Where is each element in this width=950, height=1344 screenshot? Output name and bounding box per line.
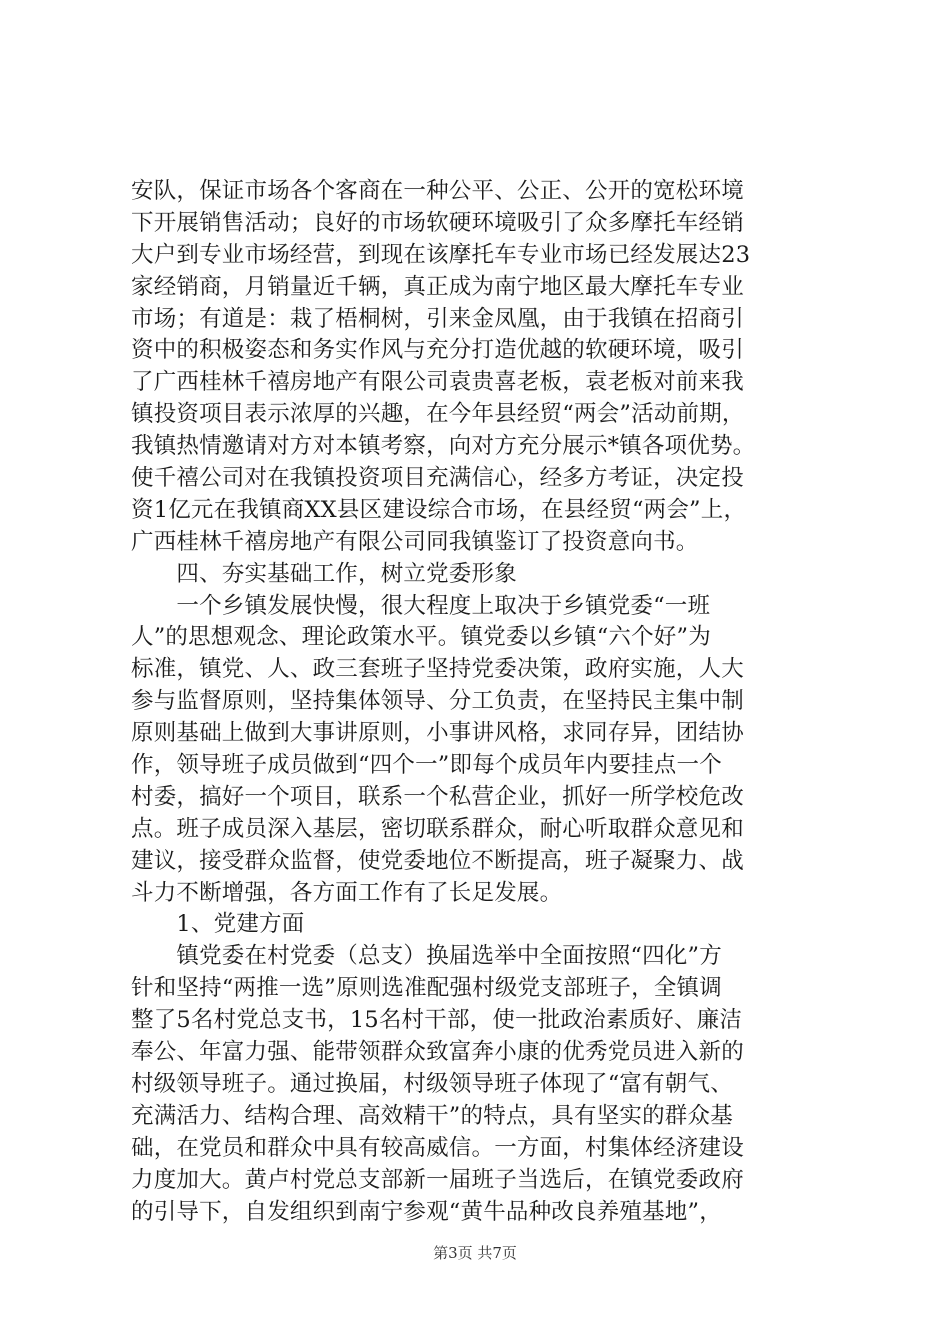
text-line: 础，在党员和群众中具有较高威信。一方面，村集体经济建设 (131, 1134, 744, 1161)
text-line: 村级领导班子。通过换届，村级领导班子体现了“富有朝气、 (131, 1070, 733, 1097)
text-line: 1、党建方面 (131, 911, 305, 938)
text-line: 原则基础上做到大事讲原则，小事讲风格，求同存异，团结协 (131, 720, 744, 747)
text-line: 一个乡镇发展快慢，很大程度上取决于乡镇党委“一班 (131, 592, 711, 619)
text-line: 标准，镇党、人、政三套班子坚持党委决策，政府实施，人大 (131, 656, 744, 683)
body-text (131, 176, 831, 1228)
text-line: 使千禧公司对在我镇投资项目充满信心，经多方考证，决定投 (131, 465, 744, 492)
text-line: 村委，搞好一个项目，联系一个私营企业，抓好一所学校危改 (131, 783, 744, 810)
text-line: 参与监督原则，坚持集体领导、分工负责，在坚持民主集中制 (131, 688, 744, 715)
text-line: 大户到专业市场经营，到现在该摩托车专业市场已经发展达23 (131, 241, 751, 268)
text-line: 了广西桂林千禧房地产有限公司袁贵喜老板，袁老板对前来我 (131, 369, 744, 396)
text-line: 充满活力、结构合理、高效精干”的特点，具有坚实的群众基 (131, 1102, 733, 1129)
text-line: 针和坚持“两推一选”原则选准配强村级党支部班子，全镇调 (131, 975, 722, 1002)
text-line: 力度加大。黄卢村党总支部新一届班子当选后，在镇党委政府 (131, 1166, 744, 1193)
text-line: 建议，接受群众监督，使党委地位不断提高，班子凝聚力、战 (131, 847, 744, 874)
text-line: 资1亿元在我镇商XX县区建设综合市场，在县经贸“两会”上， (131, 496, 747, 523)
text-line: 广西桂林千禧房地产有限公司同我镇鉴订了投资意向书。 (131, 528, 699, 555)
text-line: 下开展销售活动；良好的市场软硬环境吸引了众多摩托车经销 (131, 209, 744, 236)
text-line: 资中的积极姿态和务实作风与充分打造优越的软硬环境，吸引 (131, 337, 744, 364)
text-line: 点。班子成员深入基层，密切联系群众，耐心听取群众意见和 (131, 815, 744, 842)
text-line: 镇投资项目表示浓厚的兴趣，在今年县经贸“两会”活动前期， (131, 401, 745, 428)
text-line: 镇党委在村党委（总支）换届选举中全面按照“四化”方 (131, 943, 722, 970)
text-line: 斗力不断增强，各方面工作有了长足发展。 (131, 879, 563, 906)
page-footer: 第3页 共7页 (433, 1244, 517, 1262)
text-line: 市场；有道是：栽了梧桐树，引来金凤凰，由于我镇在招商引 (131, 305, 744, 332)
text-line: 安队，保证市场各个客商在一种公平、公正、公开的宽松环境 (131, 178, 744, 204)
text-line: 四、夯实基础工作，树立党委形象 (131, 560, 517, 587)
text-line: 作，领导班子成员做到“四个一”即每个成员年内要挂点一个 (131, 752, 722, 779)
text-line: 人”的思想观念、理论政策水平。镇党委以乡镇“六个好”为 (131, 624, 711, 651)
text-line: 奉公、年富力强、能带领群众致富奔小康的优秀党员进入新的 (131, 1039, 744, 1066)
text-line: 家经销商，月销量近千辆，真正成为南宁地区最大摩托车专业 (131, 273, 744, 300)
text-line: 的引导下，自发组织到南宁参观“黄牛品种改良养殖基地”， (131, 1198, 722, 1225)
text-line: 整了5名村党总支书，15名村干部，使一批政治素质好、廉洁 (131, 1007, 743, 1034)
text-line: 我镇热情邀请对方对本镇考察，向对方充分展示*镇各项优势。 (131, 433, 756, 460)
